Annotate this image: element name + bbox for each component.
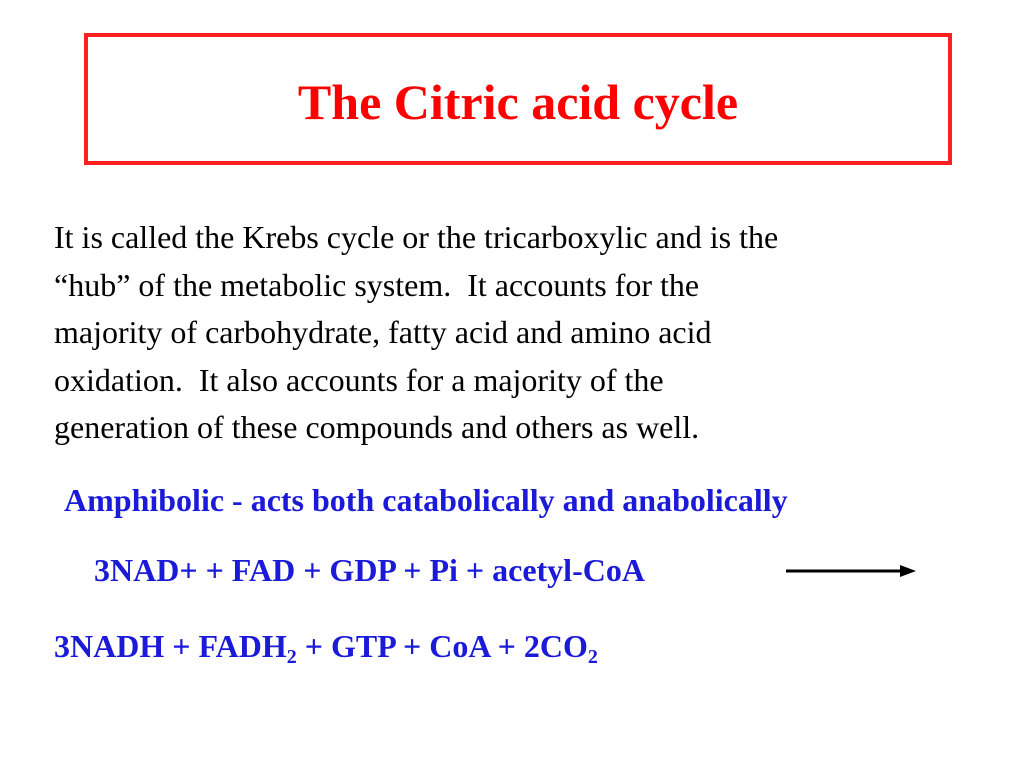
products-subscript-2: 2	[587, 646, 598, 668]
body-line: oxidation. It also accounts for a majority of the	[54, 361, 664, 398]
body-line: “hub” of the metabolic system. It accounts for the	[54, 266, 700, 303]
body-line: majority of carbohydrate, fatty acid and amino acid	[54, 314, 712, 350]
equation-reactants: 3NAD+ + FAD + GDP + Pi + acetyl-CoA	[94, 552, 645, 588]
body-line: It is called the Krebs cycle or the tricarboxylic and is the	[54, 219, 779, 255]
products-part-1: 3NADH + FADH	[54, 628, 287, 664]
equation-products	[54, 626, 598, 666]
slide-title: The Citric acid cycle	[297, 74, 739, 130]
title-box	[84, 33, 952, 165]
body-line: generation of these compounds and others as well.	[54, 409, 700, 445]
body-paragraph	[54, 214, 994, 452]
right-arrow-icon	[786, 562, 916, 580]
products-subscript-1: 2	[286, 646, 297, 668]
amphibolic-statement: Amphibolic - acts both catabolically and anabolically	[64, 482, 788, 518]
products-part-2: + GTP + CoA + 2CO	[296, 628, 588, 664]
